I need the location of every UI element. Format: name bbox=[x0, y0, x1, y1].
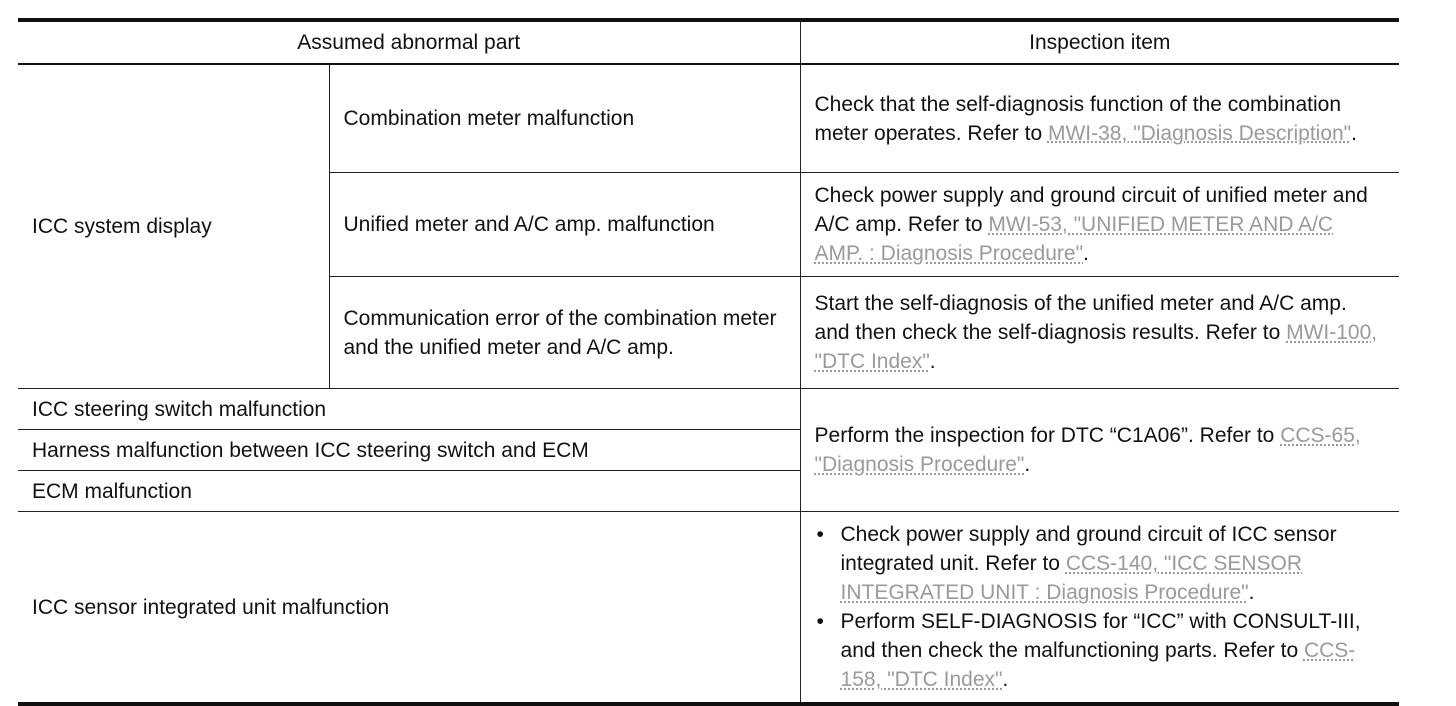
inspection-text: Check power supply and ground circuit of unified meter and A/C amp. Refer to bbox=[814, 184, 1368, 236]
table-row bbox=[18, 512, 1399, 705]
inspection-text: Perform SELF-DIAGNOSIS for “ICC” with CONSULT-III, and then check the malfunctioning parts. Refer to bbox=[840, 610, 1361, 662]
header-assumed-part: Assumed abnormal part bbox=[18, 20, 800, 64]
inspection-text-end: . bbox=[1002, 668, 1009, 691]
reference-link-ccs-140[interactable]: CCS-140, "ICC SENSOR INTEGRATED UNIT : Diagnosis Procedure" bbox=[840, 552, 1303, 604]
inspection-text-end: . bbox=[929, 350, 936, 373]
inspection-text: Start the self-diagnosis of the unified meter and A/C amp. and then check the self-diagnosis results. Refer to bbox=[814, 292, 1347, 344]
dtc-c1a06-inspection bbox=[800, 389, 1399, 512]
list-item bbox=[815, 520, 1386, 607]
sensor-unit-inspection bbox=[800, 512, 1399, 705]
sensor-unit-part: ICC sensor integrated unit malfunction bbox=[18, 512, 800, 705]
diagnosis-table bbox=[18, 18, 1399, 706]
header-row bbox=[18, 20, 1399, 64]
bullet-icon: • bbox=[816, 523, 824, 546]
reference-link-mwi-100[interactable]: MWI-100, "DTC Index" bbox=[814, 321, 1378, 373]
list-item bbox=[815, 607, 1386, 694]
harness-part: Harness malfunction between ICC steering switch and ECM bbox=[18, 430, 800, 471]
inspection-text: Perform the inspection for DTC “C1A06”. Refer to bbox=[814, 424, 1281, 447]
reference-link-mwi-38[interactable]: MWI-38, "Diagnosis Description" bbox=[1047, 121, 1352, 145]
inspection-text-end: . bbox=[1083, 242, 1089, 265]
unified-meter-part: Unified meter and A/C amp. malfunction bbox=[329, 173, 800, 277]
reference-link-mwi-53[interactable]: MWI-53, "UNIFIED METER AND A/C AMP. : Diagnosis Procedure" bbox=[814, 213, 1334, 265]
icc-system-display-cell: ICC system display bbox=[18, 64, 329, 389]
inspection-text-end: . bbox=[1351, 121, 1357, 145]
communication-error-inspection bbox=[800, 277, 1399, 389]
header-inspection-item: Inspection item bbox=[800, 20, 1399, 64]
inspection-text: Check power supply and ground circuit of ICC sensor integrated unit. Refer to bbox=[840, 523, 1337, 575]
table-row bbox=[18, 389, 1399, 430]
unified-meter-inspection bbox=[800, 173, 1399, 277]
combination-meter-part: Combination meter malfunction bbox=[329, 64, 800, 173]
reference-link-ccs-158[interactable]: CCS-158, "DTC Index" bbox=[840, 639, 1356, 691]
inspection-text: Check that the self-diagnosis function of the combination meter operates. Refer to bbox=[814, 92, 1341, 145]
inspection-bullet-list bbox=[815, 520, 1386, 694]
reference-link-ccs-65[interactable]: CCS-65, "Diagnosis Procedure" bbox=[814, 424, 1361, 476]
ecm-part: ECM malfunction bbox=[18, 471, 800, 512]
table-row bbox=[18, 64, 1399, 173]
inspection-text-end: . bbox=[1248, 581, 1255, 604]
steering-switch-part: ICC steering switch malfunction bbox=[18, 389, 800, 430]
bullet-icon: • bbox=[816, 610, 824, 633]
inspection-text-end: . bbox=[1024, 453, 1031, 476]
combination-meter-inspection bbox=[800, 64, 1399, 173]
communication-error-part: Communication error of the combination meter and the unified meter and A/C amp. bbox=[329, 277, 800, 389]
diagnosis-table-container bbox=[18, 18, 1399, 706]
